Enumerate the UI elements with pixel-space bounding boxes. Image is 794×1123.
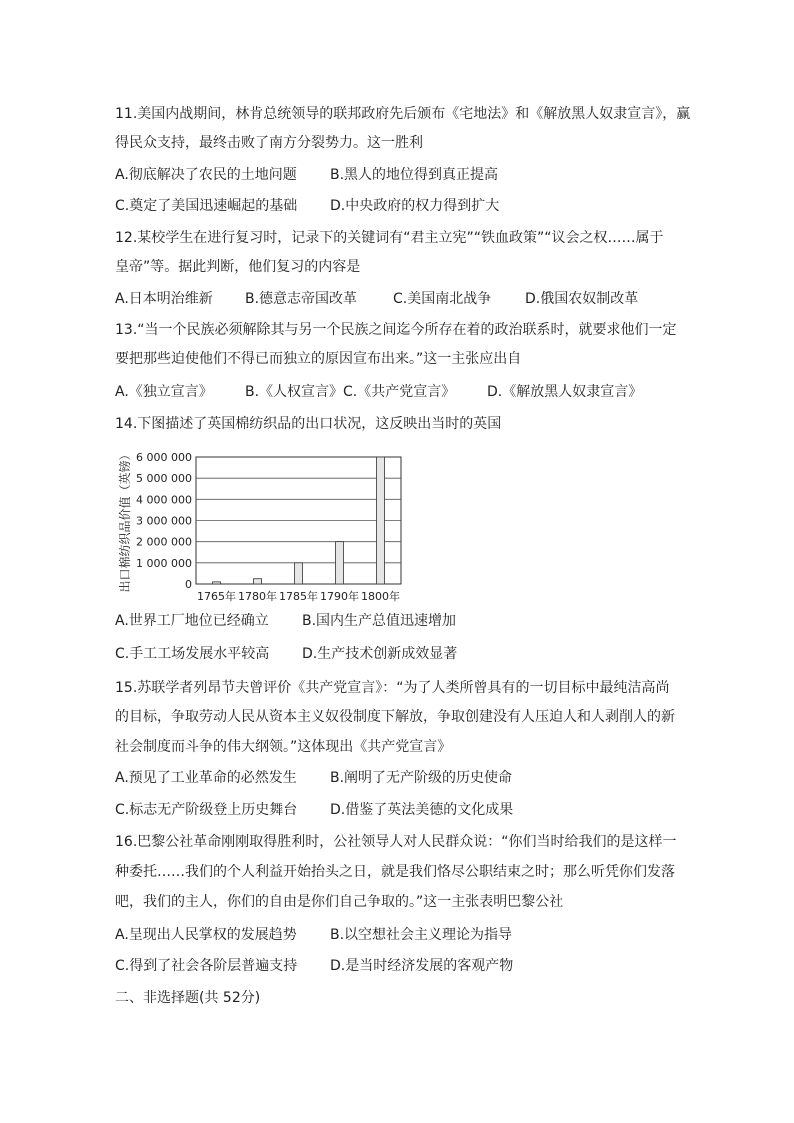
y-axis-label: 出口棉纺织品价值（英镑） (118, 448, 132, 593)
q15-stem-line2: 的目标，争取劳动人民从资本主义奴役制度下解放，争取创建没有人压迫人和人剥削人的新 (115, 709, 675, 725)
q14-option-b: B.国内生产总值迅速增加 (302, 613, 457, 629)
q16-option-a: A.呈现出人民掌权的发展趋势 (115, 927, 297, 943)
q15-option-b: B.阐明了无产阶级的历史使命 (330, 770, 513, 786)
chart-svg (115, 446, 415, 606)
q14-stem-line1: 14.下图描述了英国棉纺织品的出口状况，这反映出当时的英国 (115, 416, 502, 432)
q16-option-b: B.以空想社会主义理论为指导 (330, 927, 513, 943)
q11-stem-line1: 11.美国内战期间，林肯总统领导的联邦政府先后颁布《宅地法》和《解放黑人奴隶宣言》，赢 (115, 106, 691, 122)
q15-option-c: C.标志无产阶级登上历史舞台 (115, 802, 298, 818)
q15-option-d: D.借鉴了英法美德的文化成果 (330, 802, 514, 818)
q13-option-a: A.《独立宣言》 (115, 384, 213, 400)
q16-stem-line1: 16.巴黎公社革命刚刚取得胜利时，公社领导人对人民群众说：“你们当时给我们的是这样一 (115, 834, 677, 850)
q16-stem-line3: 吧，我们的主人，你们的自由是你们自己争取的。”这一主张表明巴黎公社 (115, 894, 564, 910)
x-tick-label: 1800年 (361, 590, 400, 603)
bar-1800年 (377, 457, 385, 584)
export-bar-chart (115, 446, 415, 606)
q14-option-d: D.生产技术创新成效显著 (302, 646, 458, 662)
q14-option-a: A.世界工厂地位已经确立 (115, 613, 269, 629)
bar-1780年 (254, 579, 262, 584)
q16-option-d: D.是当时经济发展的客观产物 (330, 958, 514, 974)
q12-option-c: C.美国南北战争 (393, 291, 492, 307)
q13-option-d: D.《解放黑人奴隶宣言》 (487, 384, 643, 400)
bar-1790年 (336, 542, 344, 584)
x-tick-label: 1780年 (238, 590, 277, 603)
section2-heading: 二、非选择题(共 52分) (115, 990, 261, 1006)
x-tick-label: 1785年 (279, 590, 318, 603)
q13-option-b: B.《人权宣言》 (245, 384, 344, 400)
q12-option-d: D.俄国农奴制改革 (525, 291, 639, 307)
q13-stem-line1: 13.“当一个民族必须解除其与另一个民族之间迄今所存在着的政治联系时，就要求他们一定 (115, 322, 677, 338)
y-tick-label: 2 000 000 (136, 535, 192, 549)
q13-stem-line2: 要把那些迫使他们不得已而独立的原因宣布出来。”这一主张应出自 (115, 351, 522, 367)
y-tick-label: 3 000 000 (136, 514, 192, 528)
x-tick-label: 1790年 (320, 590, 359, 603)
q12-option-a: A.日本明治维新 (115, 291, 213, 307)
q12-stem-line1: 12.某校学生在进行复习时，记录下的关键词有“君主立宪”“铁血政策”“议会之权……属于 (115, 230, 664, 246)
q13-option-c: C.《共产党宣言》 (343, 384, 456, 400)
q12-stem-line2: 皇帝”等。据此判断，他们复习的内容是 (115, 259, 361, 275)
q12-option-b: B.德意志帝国改革 (245, 291, 358, 307)
q16-option-c: C.得到了社会各阶层普遍支持 (115, 958, 298, 974)
q14-option-c: C.手工工场发展水平较高 (115, 646, 270, 662)
y-tick-label: 0 (185, 578, 192, 591)
x-tick-label: 1765年 (197, 590, 236, 603)
bar-1785年 (295, 563, 303, 584)
q16-stem-line2: 种委托……我们的个人利益开始抬头之日，就是我们恪尽公职结束之时；那么听凭你们发落 (115, 864, 675, 880)
q15-stem-line1: 15.苏联学者列昂节夫曾评价《共产党宣言》：“为了人类所曾具有的一切目标中最纯洁高尚 (115, 680, 670, 696)
q11-stem-line2: 得民众支持，最终击败了南方分裂势力。这一胜利 (115, 135, 423, 151)
q15-stem-line3: 社会制度而斗争的伟大纲领。”这体现出《共产党宣言》 (115, 739, 452, 755)
y-tick-label: 1 000 000 (136, 556, 192, 570)
bar-1765年 (213, 582, 221, 584)
q11-option-b: B.黑人的地位得到真正提高 (330, 167, 499, 183)
y-tick-label: 5 000 000 (136, 472, 192, 486)
q11-option-d: D.中央政府的权力得到扩大 (330, 198, 500, 214)
y-tick-label: 4 000 000 (136, 493, 192, 507)
q11-option-a: A.彻底解决了农民的土地问题 (115, 167, 297, 183)
q15-option-a: A.预见了工业革命的必然发生 (115, 770, 297, 786)
y-tick-label: 6 000 000 (136, 451, 192, 464)
q11-option-c: C.奠定了美国迅速崛起的基础 (115, 198, 298, 214)
